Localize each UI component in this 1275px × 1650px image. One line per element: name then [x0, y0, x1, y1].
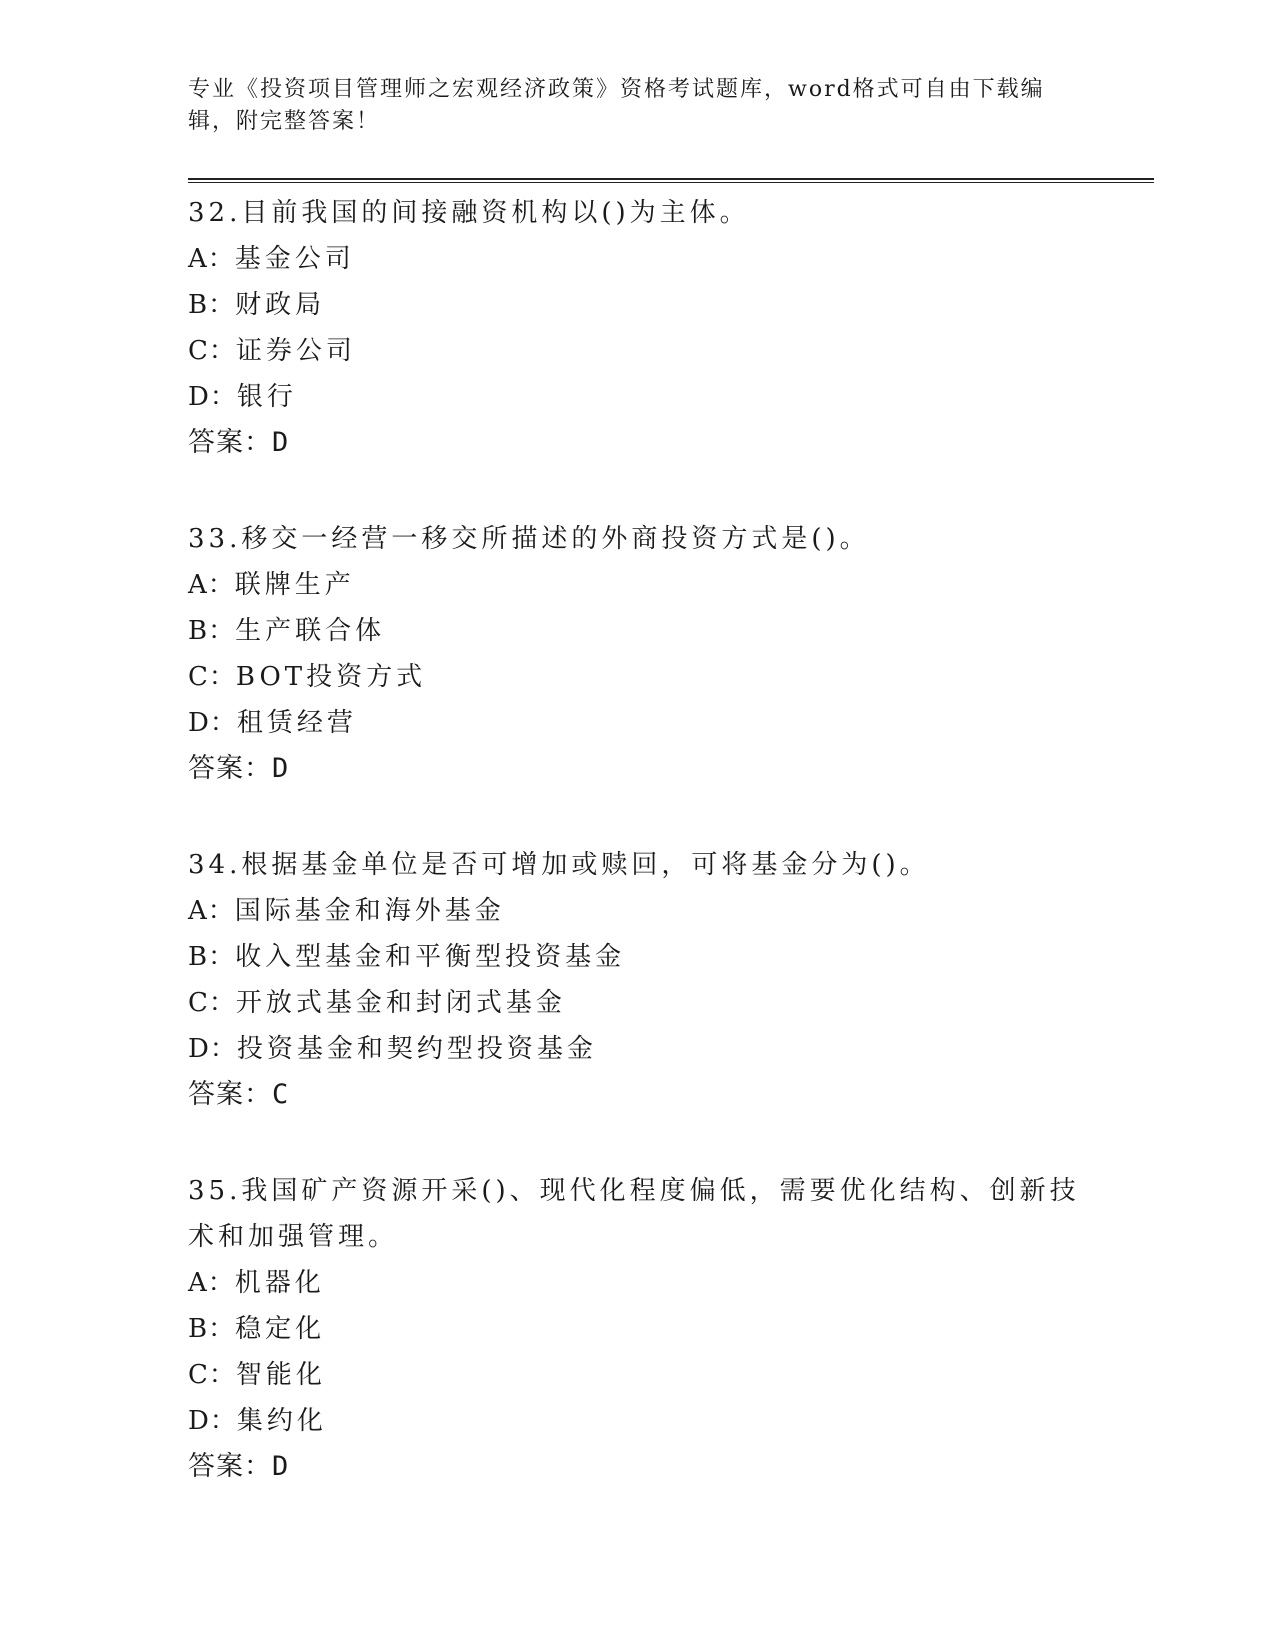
option-b: [188, 1306, 1088, 1352]
option-text: 国际基金和海外基金: [234, 896, 505, 926]
option-b: [188, 934, 1088, 980]
option-a: [188, 1260, 1088, 1306]
option-label: C：: [188, 988, 236, 1018]
option-label: A：: [188, 896, 235, 926]
option-c: [188, 1352, 1088, 1398]
answer: [188, 1072, 1088, 1118]
option-label: D：: [188, 708, 237, 738]
option-label: D：: [188, 1406, 237, 1436]
answer-value: D: [272, 753, 290, 784]
option-c: [188, 980, 1088, 1026]
option-text: 银行: [236, 382, 297, 412]
answer-value: D: [272, 427, 290, 458]
option-b: [188, 282, 1088, 328]
document-header: 专业《投资项目管理师之宏观经济政策》资格考试题库，word格式可自由下载编辑，附完整答案！: [188, 77, 1045, 134]
option-text: 财政局: [235, 290, 326, 320]
option-text: 开放式基金和封闭式基金: [235, 988, 566, 1018]
option-text: 租赁经营: [236, 708, 357, 738]
option-d: [188, 374, 1088, 420]
option-text: 收入型基金和平衡型投资基金: [235, 942, 626, 972]
question-35: [188, 1168, 1088, 1490]
option-text: 联牌生产: [234, 570, 355, 600]
question-stem: 32.目前我国的间接融资机构以()为主体。: [188, 198, 750, 228]
question-stem: 35.我国矿产资源开采()、现代化程度偏低，需要优化结构、创新技术和加强管理。: [188, 1176, 1080, 1252]
question-stem: 33.移交一经营一移交所描述的外商投资方式是()。: [188, 524, 870, 554]
option-a: [188, 236, 1088, 282]
option-label: B：: [188, 616, 236, 646]
option-d: [188, 700, 1088, 746]
option-d: [188, 1026, 1088, 1072]
option-label: B：: [188, 942, 236, 972]
option-a: [188, 888, 1088, 934]
answer-label: 答案：: [188, 1079, 272, 1110]
option-label: C：: [188, 662, 236, 692]
option-text: 证券公司: [235, 336, 356, 366]
answer-value: D: [272, 1451, 290, 1482]
option-text: 生产联合体: [235, 616, 386, 646]
option-text: 基金公司: [234, 244, 355, 274]
option-text: 投资基金和契约型投资基金: [236, 1034, 597, 1064]
question-34: [188, 842, 1088, 1118]
answer-value: C: [272, 1079, 290, 1110]
answer: [188, 746, 1088, 792]
option-text: 集约化: [236, 1406, 327, 1436]
option-text: BOT投资方式: [235, 662, 427, 692]
answer: [188, 1444, 1088, 1490]
option-c: [188, 654, 1088, 700]
question-32: [188, 190, 1088, 466]
option-label: B：: [188, 290, 236, 320]
option-label: D：: [188, 1034, 237, 1064]
option-d: [188, 1398, 1088, 1444]
option-text: 机器化: [234, 1268, 325, 1298]
option-label: A：: [188, 570, 235, 600]
option-c: [188, 328, 1088, 374]
answer-label: 答案：: [188, 1451, 272, 1482]
option-label: D：: [188, 382, 237, 412]
option-text: 稳定化: [235, 1314, 326, 1344]
answer-label: 答案：: [188, 753, 272, 784]
answer-label: 答案：: [188, 427, 272, 458]
option-label: C：: [188, 1360, 236, 1390]
option-a: [188, 562, 1088, 608]
option-text: 智能化: [235, 1360, 326, 1390]
header-divider-thick: [188, 178, 1154, 180]
question-33: [188, 516, 1088, 792]
question-stem: 34.根据基金单位是否可增加或赎回，可将基金分为()。: [188, 850, 930, 880]
option-label: C：: [188, 336, 236, 366]
option-label: B：: [188, 1314, 236, 1344]
option-label: A：: [188, 244, 235, 274]
option-label: A：: [188, 1268, 235, 1298]
question-list: [188, 190, 1088, 1540]
answer: [188, 420, 1088, 466]
option-b: [188, 608, 1088, 654]
header-divider-thin: [188, 182, 1154, 183]
